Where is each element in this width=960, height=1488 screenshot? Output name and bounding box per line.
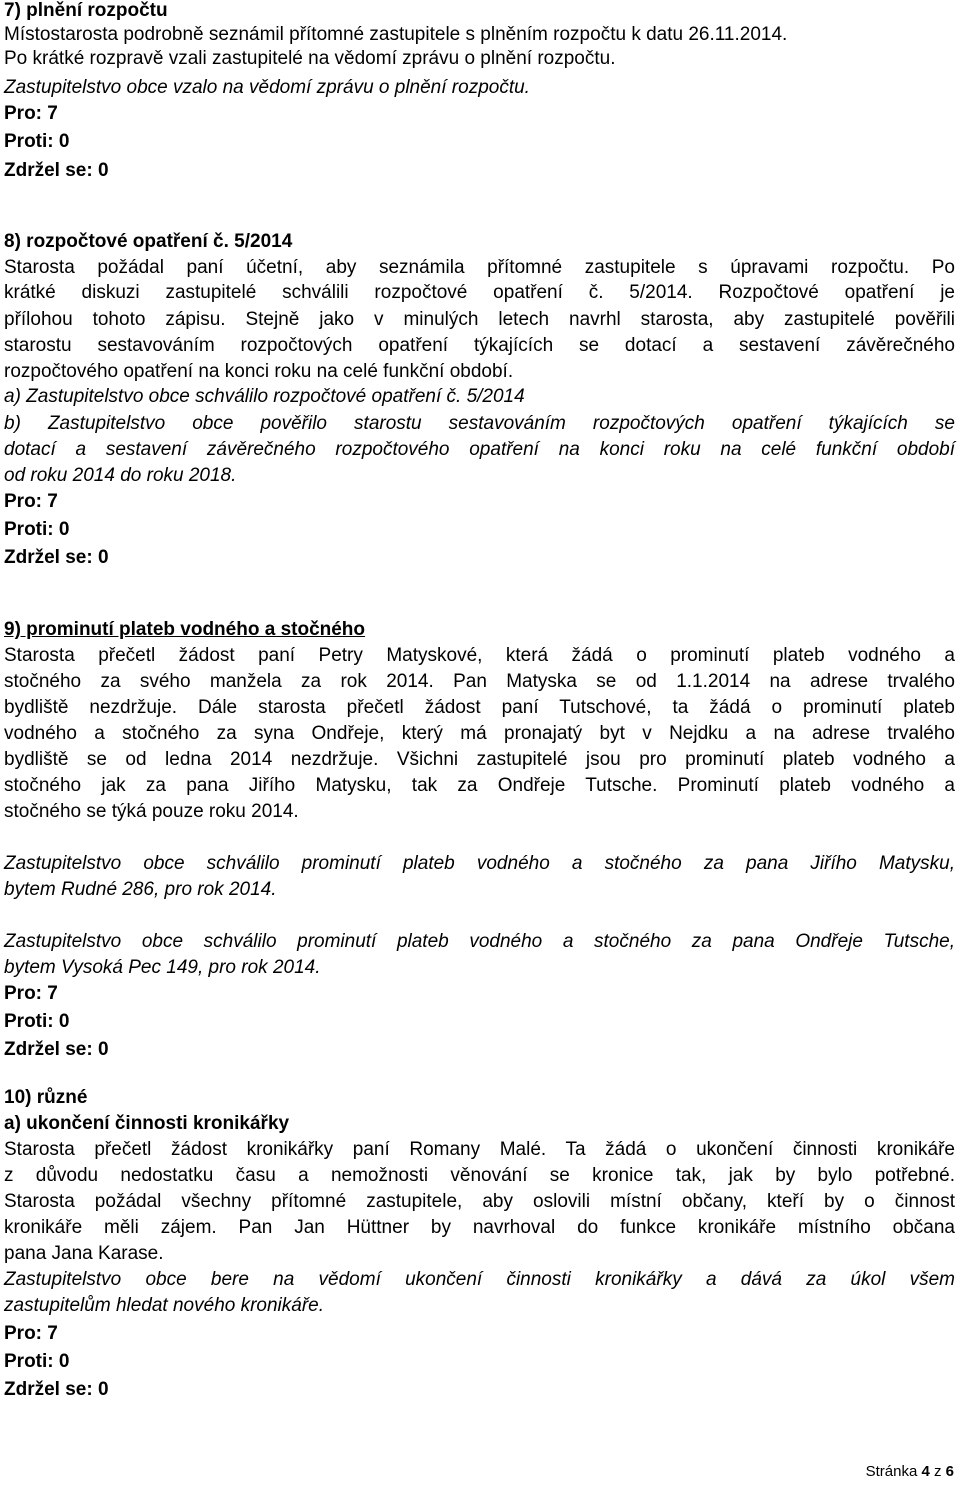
vote-pro: Pro: 7 [4,103,58,124]
section-10-text-line: pana Jana Karase. [4,1243,164,1264]
section-7-heading: 7) plnění rozpočtu [4,0,168,21]
vote-proti: Proti: 0 [4,131,70,152]
section-7-resolution: Zastupitelstvo obce vzalo na vědomí zprávu o plnění rozpočtu. [4,77,530,98]
section-8-text-line: Starosta požádal paní účetní, aby seznámila přítomné zastupitele s úpravami rozpočtu. Po [4,257,955,278]
page-label: Stránka [865,1463,918,1480]
section-8-text-line: starostu sestavováním rozpočtových opatření týkajících se dotací a sestavení závěrečného [4,335,955,356]
page-number [866,1463,954,1481]
section-10-subheading: a) ukončení činnosti kronikářky [4,1113,290,1134]
section-7-text-line: Po krátké rozpravě vzali zastupitelé na vědomí zprávu o plnění rozpočtu. [4,48,616,69]
vote-zdrzel: Zdržel se: 0 [4,547,109,568]
vote-zdrzel: Zdržel se: 0 [4,1039,109,1060]
vote-zdrzel: Zdržel se: 0 [4,160,109,181]
section-8-text-line: krátké diskuzi zastupitelé schválili rozpočtové opatření č. 5/2014. Rozpočtové opatření je [4,282,955,303]
vote-pro: Pro: 7 [4,983,58,1004]
section-8-text-line: rozpočtového opatření na konci roku na celé funkční období. [4,361,514,382]
section-10-heading: 10) různé [4,1087,88,1108]
section-10-text-line: kronikáře měli zájem. Pan Jan Hüttner by navrhoval do funkce kronikáře místního občana [4,1217,955,1238]
vote-pro: Pro: 7 [4,491,58,512]
section-9-text-line: stočného jak za pana Jiřího Matysku, tak za Ondřeje Tutsche. Prominutí plateb vodného a [4,775,955,796]
section-10-text-line: z důvodu nedostatku času a nemožnosti věnování se kronice tak, jak by bylo potřebné. [4,1165,955,1186]
vote-zdrzel: Zdržel se: 0 [4,1379,109,1400]
section-8-resolution-b-line: dotací a sestavení závěrečného rozpočtového opatření na konci roku na celé funkční období [4,439,955,460]
section-8-resolution-b-line: od roku 2014 do roku 2018. [4,465,237,486]
section-9-text-line: bydliště se od ledna 2014 nezdržuje. Všichni zastupitelé jsou pro prominutí plateb vodného a [4,749,955,770]
section-8-text-line: přílohou tohoto zápisu. Stejně jako v minulých letech navrhl starosta, aby zastupitelé pověřili [4,309,955,330]
section-8-heading: 8) rozpočtové opatření č. 5/2014 [4,231,293,252]
section-9-resolution-1-line: Zastupitelstvo obce schválilo prominutí plateb vodného a stočného za pana Jiřího Matysku, [4,853,955,874]
section-9-resolution-2-line: Zastupitelstvo obce schválilo prominutí plateb vodného a stočného za pana Ondřeje Tutsche, [4,931,955,952]
section-9-resolution-2-line: bytem Vysoká Pec 149, pro rok 2014. [4,957,321,978]
section-10-resolution-line: Zastupitelstvo obce bere na vědomí ukončení činnosti kronikářky a dává za úkol všem [4,1269,955,1290]
section-9-text-line: vodného a stočného za syna Ondřeje, který má pronajatý byt v Nejdku a na adrese trvalého [4,723,955,744]
section-9-text-line: Starosta přečetl žádost paní Petry Matyskové, která žádá o prominutí plateb vodného a [4,645,955,666]
current-page: 4 [921,1463,930,1480]
section-9-text-line: bydliště nezdržuje. Dále starosta přečetl žádost paní Tutschové, ta žádá o prominutí plateb [4,697,955,718]
section-9-resolution-1-line: bytem Rudné 286, pro rok 2014. [4,879,277,900]
vote-proti: Proti: 0 [4,519,70,540]
section-10-resolution-line: zastupitelům hledat nového kronikáře. [4,1295,325,1316]
total-pages: 6 [945,1463,954,1480]
vote-pro: Pro: 7 [4,1323,58,1344]
section-8-resolution-a: a) Zastupitelstvo obce schválilo rozpočtové opatření č. 5/2014 [4,386,525,407]
section-10-text-line: Starosta požádal všechny přítomné zastupitele, aby oslovili místní občany, kteří by o činnost [4,1191,955,1212]
section-9-heading: 9) prominutí plateb vodného a stočného [4,619,366,640]
section-9-text-line: stočného se týká pouze roku 2014. [4,801,299,822]
section-7-text-line: Místostarosta podrobně seznámil přítomné zastupitele s plněním rozpočtu k datu 26.11.2014. [4,24,788,45]
section-8-resolution-b-line: b) Zastupitelstvo obce pověřilo starostu sestavováním rozpočtových opatření týkajících se [4,413,955,434]
section-9-text-line: stočného za svého manžela za rok 2014. Pan Matyska se od 1.1.2014 na adrese trvalého [4,671,955,692]
vote-proti: Proti: 0 [4,1011,70,1032]
section-10-text-line: Starosta přečetl žádost kronikářky paní Romany Malé. Ta žádá o ukončení činnosti kronikáře [4,1139,955,1160]
page-separator: z [933,1463,942,1480]
vote-proti: Proti: 0 [4,1351,70,1372]
